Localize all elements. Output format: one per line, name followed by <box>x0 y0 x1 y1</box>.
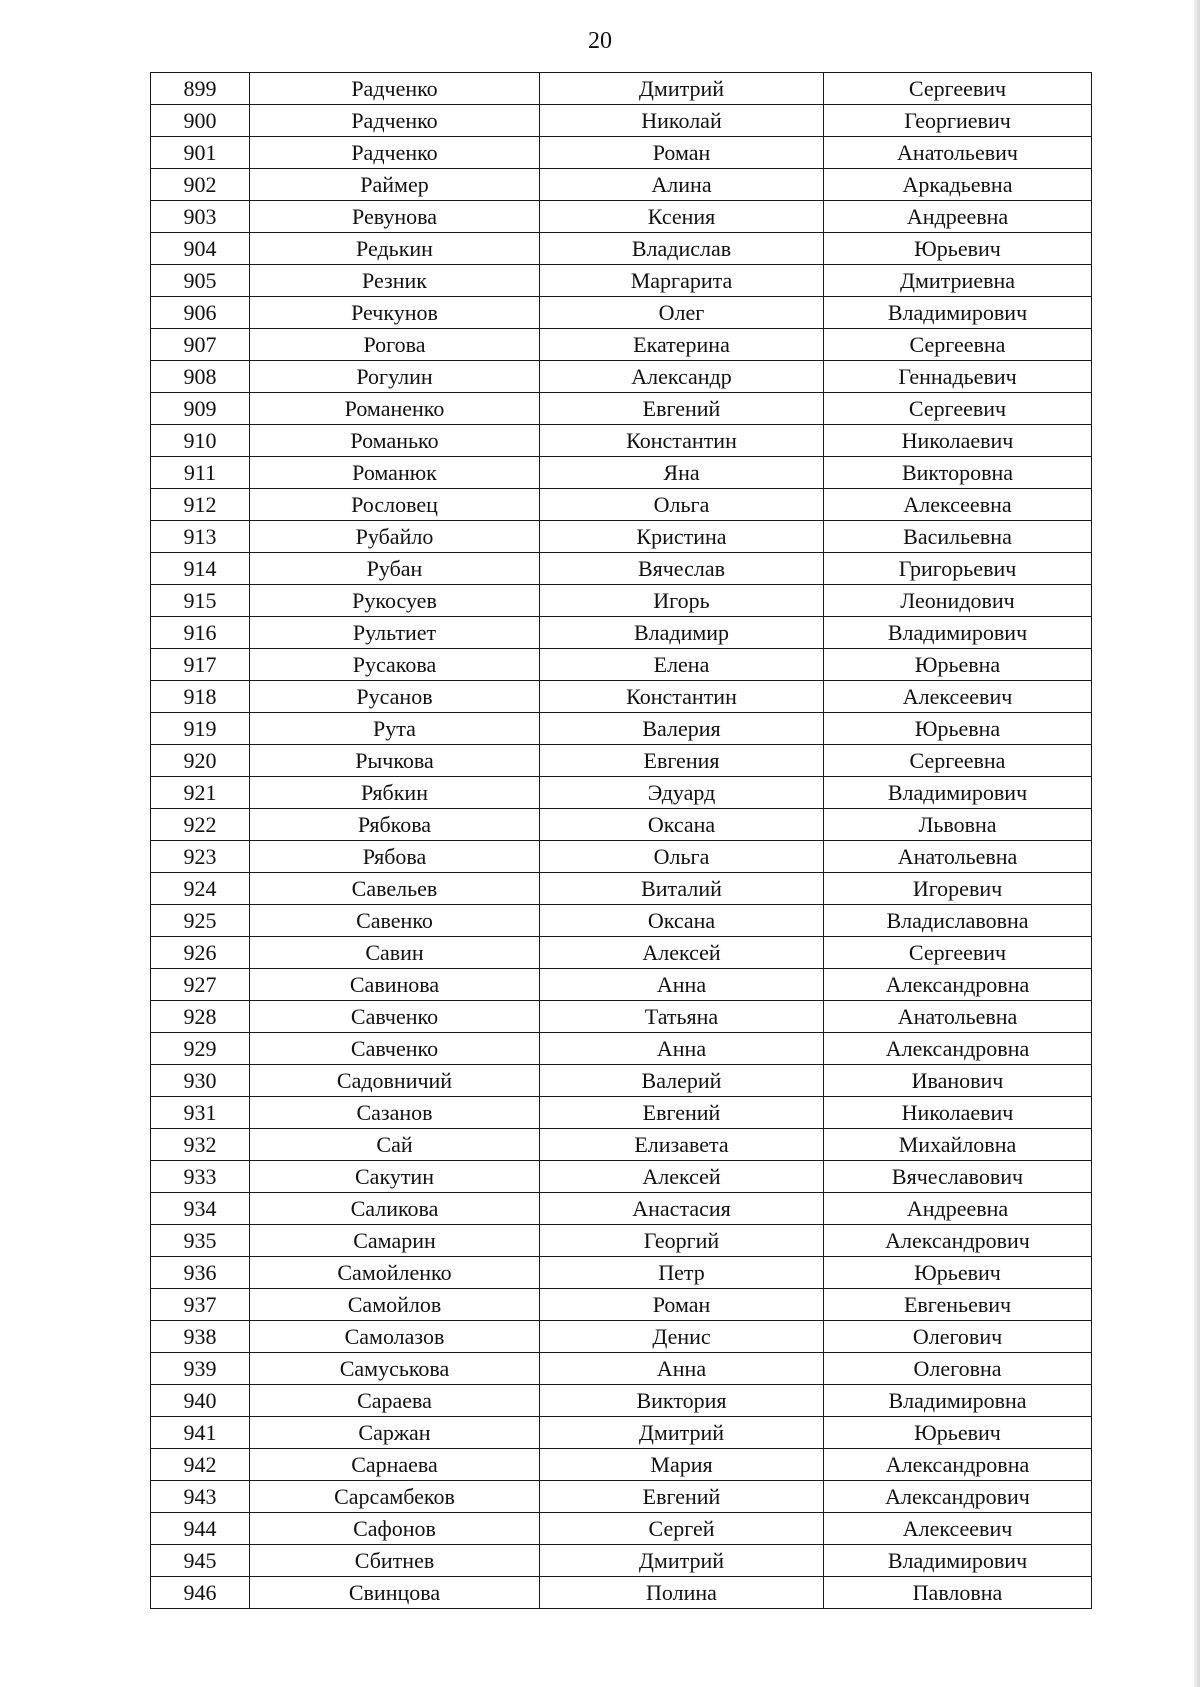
first-name-cell: Евгений <box>540 1097 824 1129</box>
last-name-cell: Сарнаева <box>250 1449 540 1481</box>
row-number-cell: 941 <box>151 1417 250 1449</box>
last-name-cell: Сафонов <box>250 1513 540 1545</box>
row-number-cell: 908 <box>151 361 250 393</box>
first-name-cell: Маргарита <box>540 265 824 297</box>
last-name-cell: Сарсамбеков <box>250 1481 540 1513</box>
row-number-cell: 946 <box>151 1577 250 1609</box>
last-name-cell: Рябкова <box>250 809 540 841</box>
row-number-cell: 921 <box>151 777 250 809</box>
patronymic-cell: Владимирович <box>824 297 1092 329</box>
table-row <box>151 393 1092 425</box>
last-name-cell: Савенко <box>250 905 540 937</box>
last-name-cell: Сазанов <box>250 1097 540 1129</box>
row-number-cell: 922 <box>151 809 250 841</box>
patronymic-cell: Юрьевич <box>824 1417 1092 1449</box>
patronymic-cell: Львовна <box>824 809 1092 841</box>
first-name-cell: Роман <box>540 137 824 169</box>
table-row <box>151 1513 1092 1545</box>
last-name-cell: Самолазов <box>250 1321 540 1353</box>
row-number-cell: 932 <box>151 1129 250 1161</box>
patronymic-cell: Георгиевич <box>824 105 1092 137</box>
patronymic-cell: Николаевич <box>824 425 1092 457</box>
first-name-cell: Елизавета <box>540 1129 824 1161</box>
patronymic-cell: Андреевна <box>824 1193 1092 1225</box>
table-row <box>151 553 1092 585</box>
table-row <box>151 361 1092 393</box>
row-number-cell: 912 <box>151 489 250 521</box>
table-row <box>151 169 1092 201</box>
first-name-cell: Анна <box>540 1353 824 1385</box>
first-name-cell: Игорь <box>540 585 824 617</box>
patronymic-cell: Юрьевна <box>824 649 1092 681</box>
row-number-cell: 904 <box>151 233 250 265</box>
patronymic-cell: Вячеславович <box>824 1161 1092 1193</box>
patronymic-cell: Сергеевна <box>824 329 1092 361</box>
table-row <box>151 937 1092 969</box>
table-row <box>151 1225 1092 1257</box>
row-number-cell: 929 <box>151 1033 250 1065</box>
patronymic-cell: Юрьевна <box>824 713 1092 745</box>
row-number-cell: 944 <box>151 1513 250 1545</box>
last-name-cell: Савельев <box>250 873 540 905</box>
first-name-cell: Ксения <box>540 201 824 233</box>
last-name-cell: Самойлов <box>250 1289 540 1321</box>
table-row <box>151 1481 1092 1513</box>
patronymic-cell: Олеговна <box>824 1353 1092 1385</box>
last-name-cell: Савченко <box>250 1001 540 1033</box>
row-number-cell: 917 <box>151 649 250 681</box>
first-name-cell: Оксана <box>540 809 824 841</box>
table-row <box>151 649 1092 681</box>
last-name-cell: Радченко <box>250 73 540 105</box>
row-number-cell: 924 <box>151 873 250 905</box>
last-name-cell: Рябова <box>250 841 540 873</box>
table-row <box>151 809 1092 841</box>
first-name-cell: Полина <box>540 1577 824 1609</box>
row-number-cell: 916 <box>151 617 250 649</box>
table-row <box>151 105 1092 137</box>
last-name-cell: Садовничий <box>250 1065 540 1097</box>
row-number-cell: 899 <box>151 73 250 105</box>
patronymic-cell: Юрьевич <box>824 1257 1092 1289</box>
row-number-cell: 933 <box>151 1161 250 1193</box>
row-number-cell: 938 <box>151 1321 250 1353</box>
patronymic-cell: Григорьевич <box>824 553 1092 585</box>
row-number-cell: 913 <box>151 521 250 553</box>
table-row <box>151 681 1092 713</box>
first-name-cell: Елена <box>540 649 824 681</box>
last-name-cell: Русакова <box>250 649 540 681</box>
patronymic-cell: Алексеевич <box>824 681 1092 713</box>
first-name-cell: Яна <box>540 457 824 489</box>
first-name-cell: Евгений <box>540 393 824 425</box>
table-row <box>151 841 1092 873</box>
row-number-cell: 934 <box>151 1193 250 1225</box>
last-name-cell: Сбитнев <box>250 1545 540 1577</box>
row-number-cell: 935 <box>151 1225 250 1257</box>
patronymic-cell: Владимирович <box>824 1545 1092 1577</box>
row-number-cell: 915 <box>151 585 250 617</box>
first-name-cell: Ольга <box>540 489 824 521</box>
table-row <box>151 1449 1092 1481</box>
first-name-cell: Евгений <box>540 1481 824 1513</box>
patronymic-cell: Юрьевич <box>824 233 1092 265</box>
table-row <box>151 1321 1092 1353</box>
last-name-cell: Рукосуев <box>250 585 540 617</box>
last-name-cell: Савченко <box>250 1033 540 1065</box>
first-name-cell: Эдуард <box>540 777 824 809</box>
last-name-cell: Резник <box>250 265 540 297</box>
patronymic-cell: Николаевич <box>824 1097 1092 1129</box>
patronymic-cell: Александровна <box>824 969 1092 1001</box>
patronymic-cell: Аркадьевна <box>824 169 1092 201</box>
last-name-cell: Рубайло <box>250 521 540 553</box>
first-name-cell: Дмитрий <box>540 73 824 105</box>
last-name-cell: Самарин <box>250 1225 540 1257</box>
row-number-cell: 911 <box>151 457 250 489</box>
row-number-cell: 902 <box>151 169 250 201</box>
row-number-cell: 925 <box>151 905 250 937</box>
last-name-cell: Самуськова <box>250 1353 540 1385</box>
row-number-cell: 945 <box>151 1545 250 1577</box>
table-row <box>151 1577 1092 1609</box>
patronymic-cell: Андреевна <box>824 201 1092 233</box>
table-row <box>151 1257 1092 1289</box>
last-name-cell: Рословец <box>250 489 540 521</box>
last-name-cell: Радченко <box>250 137 540 169</box>
last-name-cell: Саликова <box>250 1193 540 1225</box>
last-name-cell: Самойленко <box>250 1257 540 1289</box>
first-name-cell: Ольга <box>540 841 824 873</box>
patronymic-cell: Владиславовна <box>824 905 1092 937</box>
patronymic-cell: Анатольевна <box>824 1001 1092 1033</box>
table-row <box>151 489 1092 521</box>
table-row <box>151 137 1092 169</box>
table-row <box>151 713 1092 745</box>
row-number-cell: 909 <box>151 393 250 425</box>
last-name-cell: Сараева <box>250 1385 540 1417</box>
row-number-cell: 905 <box>151 265 250 297</box>
row-number-cell: 927 <box>151 969 250 1001</box>
last-name-cell: Рультиет <box>250 617 540 649</box>
patronymic-cell: Александровна <box>824 1449 1092 1481</box>
table-row <box>151 777 1092 809</box>
table-row <box>151 233 1092 265</box>
table-row <box>151 1353 1092 1385</box>
patronymic-cell: Олегович <box>824 1321 1092 1353</box>
names-table-body <box>151 73 1092 1609</box>
first-name-cell: Вячеслав <box>540 553 824 585</box>
row-number-cell: 926 <box>151 937 250 969</box>
patronymic-cell: Владимирович <box>824 777 1092 809</box>
last-name-cell: Рябкин <box>250 777 540 809</box>
patronymic-cell: Сергеевич <box>824 937 1092 969</box>
table-row <box>151 585 1092 617</box>
last-name-cell: Радченко <box>250 105 540 137</box>
last-name-cell: Рычкова <box>250 745 540 777</box>
first-name-cell: Владислав <box>540 233 824 265</box>
table-row <box>151 1001 1092 1033</box>
row-number-cell: 940 <box>151 1385 250 1417</box>
patronymic-cell: Анатольевич <box>824 137 1092 169</box>
patronymic-cell: Александрович <box>824 1481 1092 1513</box>
table-row <box>151 1417 1092 1449</box>
first-name-cell: Виктория <box>540 1385 824 1417</box>
first-name-cell: Мария <box>540 1449 824 1481</box>
row-number-cell: 936 <box>151 1257 250 1289</box>
first-name-cell: Роман <box>540 1289 824 1321</box>
last-name-cell: Ревунова <box>250 201 540 233</box>
last-name-cell: Русанов <box>250 681 540 713</box>
patronymic-cell: Александрович <box>824 1225 1092 1257</box>
table-row <box>151 969 1092 1001</box>
table-row <box>151 1545 1092 1577</box>
table-row <box>151 1129 1092 1161</box>
names-table <box>150 72 1092 1609</box>
row-number-cell: 928 <box>151 1001 250 1033</box>
patronymic-cell: Алексеевич <box>824 1513 1092 1545</box>
first-name-cell: Анна <box>540 969 824 1001</box>
table-row <box>151 265 1092 297</box>
row-number-cell: 930 <box>151 1065 250 1097</box>
row-number-cell: 942 <box>151 1449 250 1481</box>
patronymic-cell: Иванович <box>824 1065 1092 1097</box>
patronymic-cell: Васильевна <box>824 521 1092 553</box>
row-number-cell: 939 <box>151 1353 250 1385</box>
first-name-cell: Денис <box>540 1321 824 1353</box>
first-name-cell: Татьяна <box>540 1001 824 1033</box>
patronymic-cell: Алексеевна <box>824 489 1092 521</box>
last-name-cell: Саржан <box>250 1417 540 1449</box>
table-row <box>151 1097 1092 1129</box>
table-row <box>151 73 1092 105</box>
row-number-cell: 914 <box>151 553 250 585</box>
patronymic-cell: Михайловна <box>824 1129 1092 1161</box>
first-name-cell: Оксана <box>540 905 824 937</box>
last-name-cell: Романенко <box>250 393 540 425</box>
row-number-cell: 901 <box>151 137 250 169</box>
row-number-cell: 931 <box>151 1097 250 1129</box>
first-name-cell: Владимир <box>540 617 824 649</box>
first-name-cell: Евгения <box>540 745 824 777</box>
row-number-cell: 907 <box>151 329 250 361</box>
first-name-cell: Александр <box>540 361 824 393</box>
first-name-cell: Алина <box>540 169 824 201</box>
last-name-cell: Сай <box>250 1129 540 1161</box>
patronymic-cell: Владимирович <box>824 617 1092 649</box>
table-row <box>151 457 1092 489</box>
first-name-cell: Кристина <box>540 521 824 553</box>
first-name-cell: Алексей <box>540 1161 824 1193</box>
last-name-cell: Раймер <box>250 169 540 201</box>
first-name-cell: Виталий <box>540 873 824 905</box>
first-name-cell: Георгий <box>540 1225 824 1257</box>
first-name-cell: Анна <box>540 1033 824 1065</box>
patronymic-cell: Игоревич <box>824 873 1092 905</box>
row-number-cell: 903 <box>151 201 250 233</box>
first-name-cell: Олег <box>540 297 824 329</box>
last-name-cell: Савин <box>250 937 540 969</box>
first-name-cell: Сергей <box>540 1513 824 1545</box>
page-edge-shadow <box>1194 0 1200 1687</box>
table-row <box>151 745 1092 777</box>
first-name-cell: Екатерина <box>540 329 824 361</box>
patronymic-cell: Евгеньевич <box>824 1289 1092 1321</box>
patronymic-cell: Дмитриевна <box>824 265 1092 297</box>
last-name-cell: Редькин <box>250 233 540 265</box>
row-number-cell: 923 <box>151 841 250 873</box>
table-row <box>151 1289 1092 1321</box>
last-name-cell: Свинцова <box>250 1577 540 1609</box>
table-row <box>151 1065 1092 1097</box>
row-number-cell: 906 <box>151 297 250 329</box>
table-row <box>151 873 1092 905</box>
patronymic-cell: Сергеевич <box>824 73 1092 105</box>
row-number-cell: 920 <box>151 745 250 777</box>
patronymic-cell: Сергеевна <box>824 745 1092 777</box>
row-number-cell: 943 <box>151 1481 250 1513</box>
first-name-cell: Валерия <box>540 713 824 745</box>
last-name-cell: Рута <box>250 713 540 745</box>
patronymic-cell: Анатольевна <box>824 841 1092 873</box>
patronymic-cell: Павловна <box>824 1577 1092 1609</box>
last-name-cell: Рубан <box>250 553 540 585</box>
patronymic-cell: Геннадьевич <box>824 361 1092 393</box>
patronymic-cell: Сергеевич <box>824 393 1092 425</box>
last-name-cell: Речкунов <box>250 297 540 329</box>
table-row <box>151 521 1092 553</box>
table-row <box>151 297 1092 329</box>
patronymic-cell: Владимировна <box>824 1385 1092 1417</box>
table-row <box>151 1193 1092 1225</box>
table-row <box>151 329 1092 361</box>
first-name-cell: Константин <box>540 681 824 713</box>
first-name-cell: Алексей <box>540 937 824 969</box>
row-number-cell: 919 <box>151 713 250 745</box>
row-number-cell: 937 <box>151 1289 250 1321</box>
first-name-cell: Дмитрий <box>540 1545 824 1577</box>
patronymic-cell: Леонидович <box>824 585 1092 617</box>
table-row <box>151 1161 1092 1193</box>
first-name-cell: Валерий <box>540 1065 824 1097</box>
last-name-cell: Романюк <box>250 457 540 489</box>
first-name-cell: Петр <box>540 1257 824 1289</box>
last-name-cell: Рогулин <box>250 361 540 393</box>
table-row <box>151 617 1092 649</box>
last-name-cell: Савинова <box>250 969 540 1001</box>
row-number-cell: 918 <box>151 681 250 713</box>
table-row <box>151 425 1092 457</box>
first-name-cell: Анастасия <box>540 1193 824 1225</box>
table-row <box>151 201 1092 233</box>
patronymic-cell: Александровна <box>824 1033 1092 1065</box>
last-name-cell: Романько <box>250 425 540 457</box>
row-number-cell: 910 <box>151 425 250 457</box>
table-row <box>151 905 1092 937</box>
row-number-cell: 900 <box>151 105 250 137</box>
table-row <box>151 1385 1092 1417</box>
page-number: 20 <box>588 28 612 54</box>
patronymic-cell: Викторовна <box>824 457 1092 489</box>
first-name-cell: Дмитрий <box>540 1417 824 1449</box>
table-row <box>151 1033 1092 1065</box>
last-name-cell: Рогова <box>250 329 540 361</box>
first-name-cell: Николай <box>540 105 824 137</box>
last-name-cell: Сакутин <box>250 1161 540 1193</box>
first-name-cell: Константин <box>540 425 824 457</box>
